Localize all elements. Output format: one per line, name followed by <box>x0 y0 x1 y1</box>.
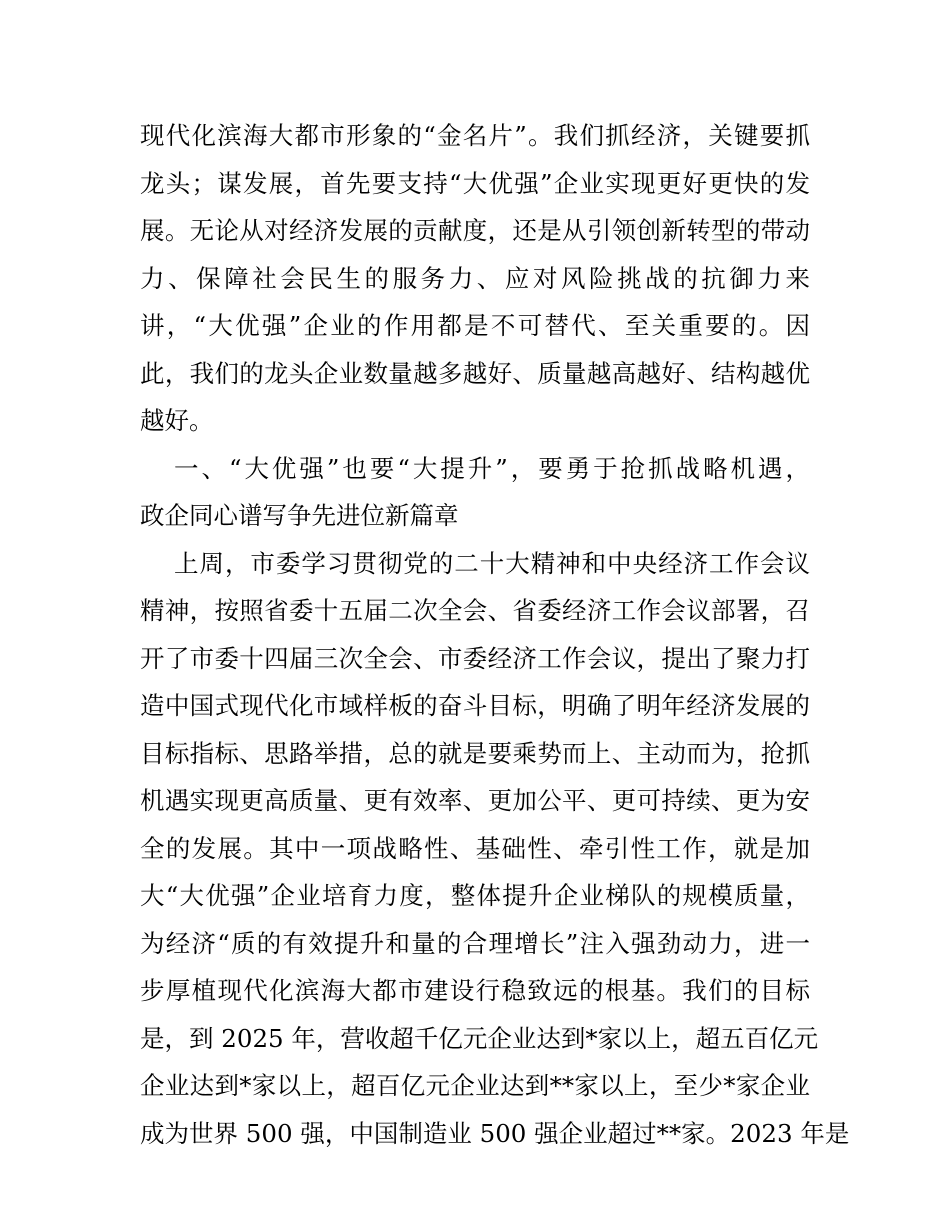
text-line: 现代化滨海大都市形象的“金名片”。我们抓经济，关键要抓 <box>140 121 810 150</box>
paragraph-intro <box>140 112 810 445</box>
section-heading <box>140 445 810 540</box>
text-line: 精神，按照省委十五届二次全会、省委经济工作会议部署，召 <box>140 596 810 625</box>
text-line: 讲，“大优强”企业的作用都是不可替代、至关重要的。因 <box>140 311 810 340</box>
text-line: 企业达到*家以上，超百亿元企业达到**家以上，至少*家企业 <box>140 1071 810 1100</box>
text-line: 机遇实现更高质量、更有效率、更加公平、更可持续、更为安 <box>140 786 810 815</box>
text-line: 目标指标、思路举措，总的就是要乘势而上、主动而为，抢抓 <box>140 738 810 768</box>
paragraph-body <box>140 540 850 1158</box>
text-line: 成为世界 500 强，中国制造业 500 强企业超过**家。2023 年是 <box>140 1118 850 1148</box>
text-line: 展。无论从对经济发展的贡献度，还是从引领创新转型的带动 <box>140 216 810 245</box>
document-page <box>140 112 850 1157</box>
text-line: 为经济“质的有效提升和量的合理增长”注入强劲动力，进一 <box>140 928 810 958</box>
text-line: 全的发展。其中一项战略性、基础性、牵引性工作，就是加 <box>140 833 810 863</box>
text-line: 越好。 <box>140 406 214 435</box>
text-line: 大“大优强”企业培育力度，整体提升企业梯队的规模质量， <box>140 881 810 910</box>
heading-line: 政企同心谱写争先进位新篇章 <box>140 501 459 530</box>
text-line: 上周，市委学习贯彻党的二十大精神和中央经济工作会议 <box>174 548 810 578</box>
text-line: 力、保障社会民生的服务力、应对风险挑战的抗御力来 <box>140 263 810 293</box>
text-line: 是，到 2025 年，营收超千亿元企业达到*家以上，超五百亿元 <box>140 1023 819 1053</box>
text-line: 步厚植现代化滨海大都市建设行稳致远的根基。我们的目标 <box>140 976 810 1005</box>
heading-line: 一、“大优强”也要“大提升”，要勇于抢抓战略机遇， <box>174 453 810 483</box>
text-line: 此，我们的龙头企业数量越多越好、质量越高越好、结构越优 <box>140 358 810 388</box>
text-line: 龙头；谋发展，首先要支持“大优强”企业实现更好更快的发 <box>140 168 810 198</box>
text-line: 造中国式现代化市域样板的奋斗目标，明确了明年经济发展的 <box>140 691 810 720</box>
text-line: 开了市委十四届三次全会、市委经济工作会议，提出了聚力打 <box>140 643 810 673</box>
